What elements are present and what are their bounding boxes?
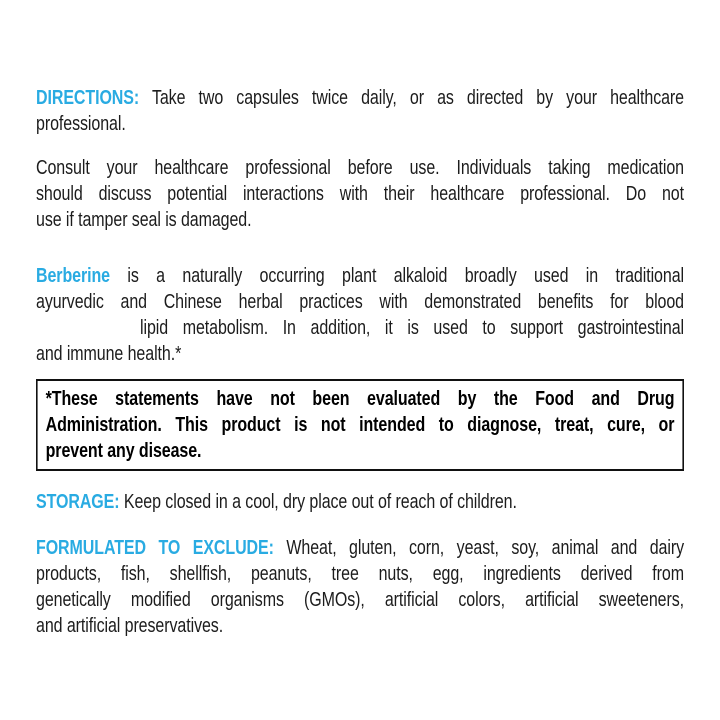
storage-paragraph [36,489,684,515]
berberine-line-1 [36,263,684,289]
consult-line-3: use if tamper seal is damaged. [36,209,252,231]
formulated-paragraph [36,535,684,639]
storage-text: Keep closed in a cool, dry place out of reach of children. [119,491,517,513]
formulated-line-4: and artificial preservatives. [36,615,224,637]
formulated-text-1: Wheat, gluten, corn, yeast, soy, animal and dairy [273,537,684,559]
berberine-text-1: is a naturally occurring plant alkaloid broadly used in traditional [109,265,685,287]
directions-heading: DIRECTIONS: [36,87,140,109]
directions-line-2: professional. [36,113,126,135]
directions-text-1: Take two capsules twice daily, or as directed by your healthcare [139,87,684,109]
disclaimer-line-2: Administration. This product is not intended to diagnose, treat, cure, or [45,414,675,436]
consult-paragraph [36,155,684,233]
disclaimer-line-3: prevent any disease. [45,440,202,462]
formulated-heading: FORMULATED TO EXCLUDE: [36,537,274,559]
disclaimer-line-1: *These statements have not been evaluated by the Food and Drug [45,388,675,410]
formulated-line-3: genetically modified organisms (GMOs), artificial colors, artificial sweeteners, [36,589,684,611]
berberine-paragraph [36,263,684,367]
berberine-line-4: and immune health.* [36,343,182,365]
directions-paragraph [36,85,684,137]
label-text-block [36,85,684,639]
consult-line-2: should discuss potential interactions with their healthcare professional. Do not [36,183,684,205]
berberine-line-3: lipid metabolism. In addition, it is used to support gastrointestinal [140,317,684,339]
condensed-text-wrapper [36,85,684,639]
berberine-line-2: ayurvedic and Chinese herbal practices with demonstrated benefits for blood [36,291,684,313]
formulated-line-1 [36,535,684,561]
storage-line-1 [36,489,684,515]
storage-heading: STORAGE: [36,491,120,513]
directions-line-1 [36,85,684,111]
formulated-line-2: products, fish, shellfish, peanuts, tree nuts, egg, ingredients derived from [36,563,684,585]
consult-line-1: Consult your healthcare professional before use. Individuals taking medication [36,157,684,179]
berberine-heading: Berberine [36,265,110,287]
fda-disclaimer-box [36,379,684,471]
